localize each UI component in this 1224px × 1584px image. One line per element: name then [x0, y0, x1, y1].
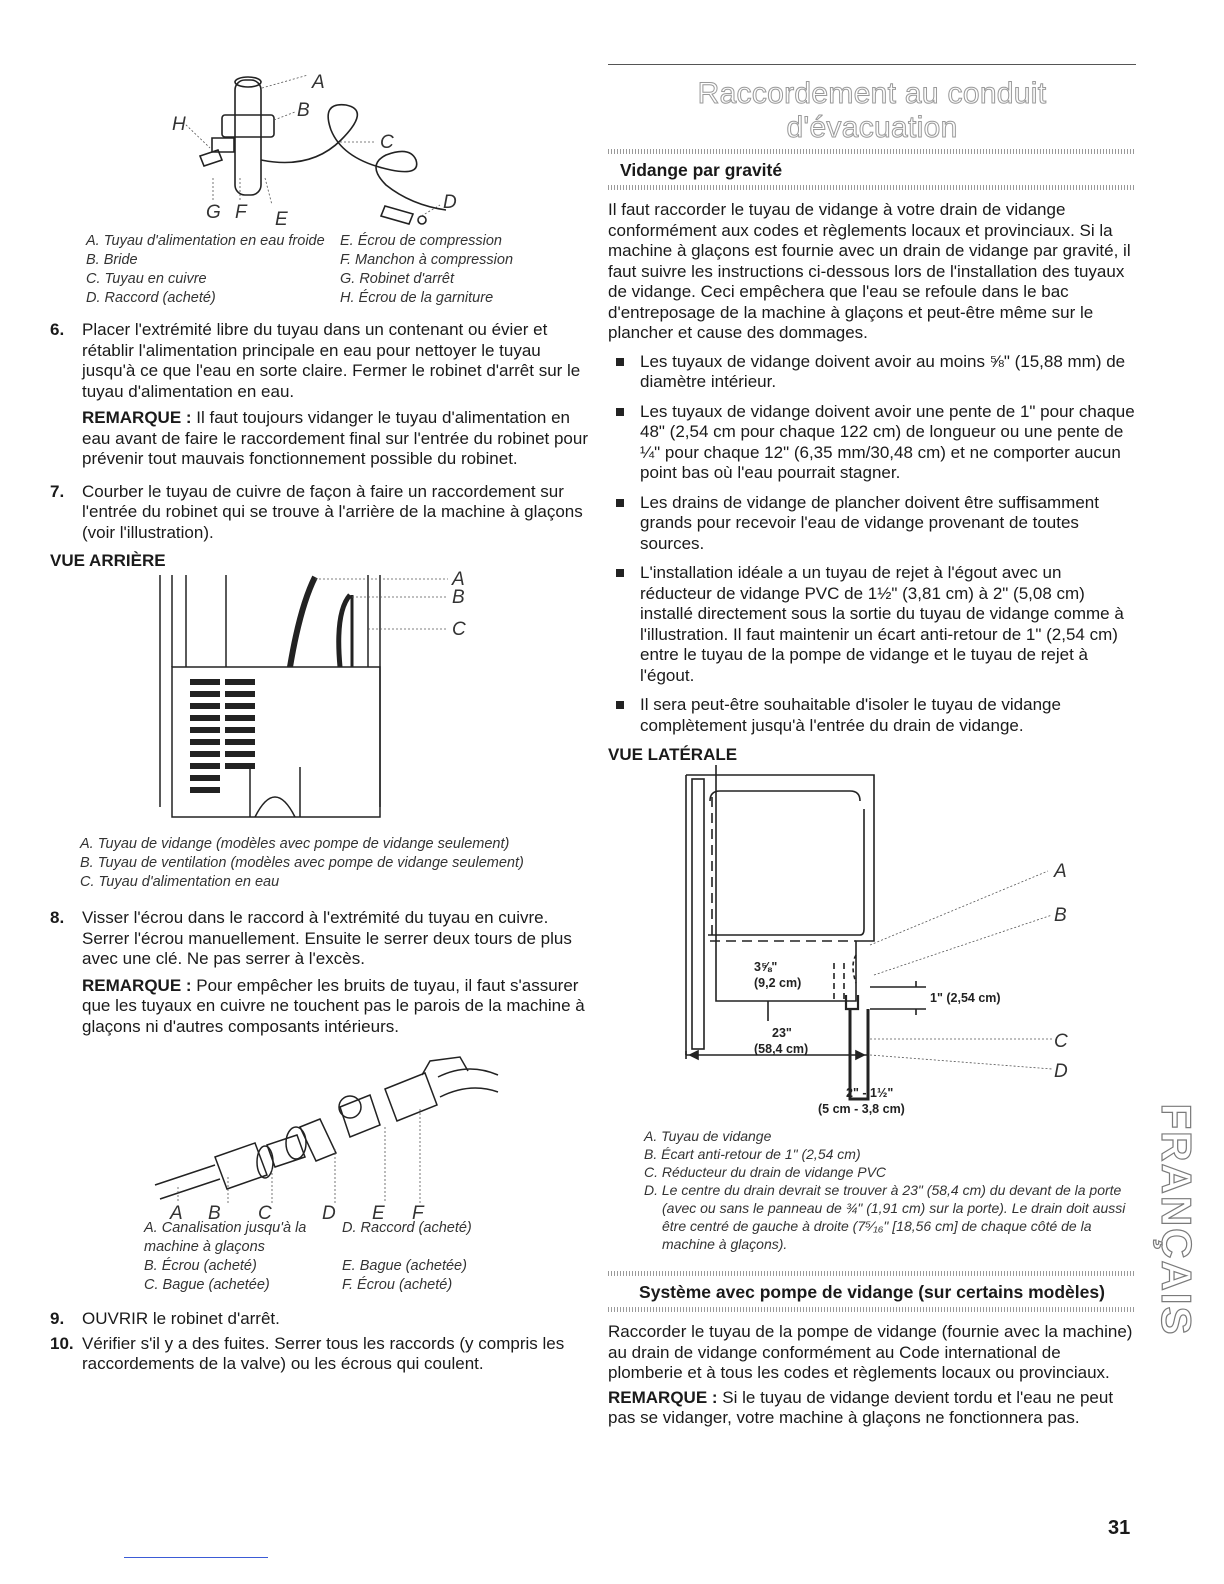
- note-label: REMARQUE :: [608, 1387, 718, 1407]
- legend-item: B. Écrou (acheté): [144, 1258, 257, 1274]
- step-number: 7.: [50, 481, 65, 501]
- callout-d: D: [322, 1203, 336, 1219]
- divider: [608, 185, 1136, 190]
- dim-1-inch: 1" (2,54 cm): [930, 991, 1001, 1005]
- callout-b: B: [452, 587, 465, 608]
- legend-item: F. Manchon à compression: [340, 252, 514, 268]
- page-number: 31: [1108, 1517, 1131, 1539]
- callout-a: A: [170, 1203, 183, 1219]
- divider: [608, 1307, 1136, 1312]
- callout-a: A: [312, 72, 325, 93]
- note-label: REMARQUE :: [82, 408, 192, 427]
- language-side-tab: [1153, 1085, 1200, 1355]
- callout-b: B: [297, 100, 310, 121]
- callout-d: D: [1054, 1061, 1068, 1082]
- note-text: Pour empêcher les bruits de tuyau, il faut s'assurer que les tuyaux en cuivre ne touchent pas le parois de la machine à glaçons ni d'autres composants intérieurs.: [82, 975, 585, 1036]
- step-8: [50, 908, 590, 1037]
- figure-rear-view: [50, 571, 590, 892]
- list-item: Les tuyaux de vidange doivent avoir une pente de 1" pour chaque 48" (2,54 cm pour chaque 122 cm) de longueur ou une pente de ¼" pour chaque 12" (6,35 mm/30,48 cm) et ne comporter aucun point bas où l'eau pourrait stagner.: [608, 402, 1136, 484]
- pump-note: [608, 1388, 1136, 1429]
- gravity-intro: Il faut raccorder le tuyau de vidange à votre drain de vidange conformément aux codes et règlements locaux et provinciaux. Si la machine à glaçons est fournie avec un drain de vidange par gravité, il faut suivre les instructions ci-dessous lors de l'installation des tuyaux de vidange. Ceci empêchera que l'eau se refoule dans le bac d'entreposage de la machine à glaçons et peut-être même sur le plancher et cause des dommages.: [608, 200, 1131, 342]
- step-6: [50, 320, 590, 470]
- step-number: 9.: [50, 1309, 65, 1328]
- fittings-illustration: [50, 1037, 590, 1219]
- callout-d: D: [443, 192, 457, 213]
- callout-c: C: [1054, 1031, 1068, 1052]
- callout-b: B: [1054, 905, 1067, 926]
- callout-b: B: [208, 1203, 221, 1219]
- step-text: Placer l'extrémité libre du tuyau dans un contenant ou évier et rétablir l'alimentation principale en eau pour nettoyer le tuyau jusqu'à ce que l'eau en sorte claire. Fermer le robinet d'arrêt sur le tuyau d'alimentation en eau.: [82, 320, 581, 401]
- legend-item: H. Écrou de la garniture: [340, 290, 494, 306]
- legend-item: C. Bague (achetée): [144, 1277, 270, 1293]
- figure-fittings: [50, 1037, 590, 1295]
- callout-a: A: [452, 571, 465, 590]
- step-10: [50, 1334, 590, 1375]
- side-view-heading: VUE LATÉRALE: [608, 745, 738, 764]
- dim-2-1-5: 2" - 1½": [846, 1086, 894, 1100]
- step-number: 10.: [50, 1333, 74, 1353]
- side-view-illustration: [608, 765, 1136, 1125]
- fittings-legend: [144, 1219, 544, 1295]
- legend-item: F. Écrou (acheté): [342, 1277, 453, 1293]
- dim-23-inch: 23": [772, 1026, 792, 1040]
- step-text: Courber le tuyau de cuivre de façon à faire un raccordement sur l'entrée du robinet qui se trouve à l'arrière de la machine à glaçons (voir l'illustration).: [82, 481, 583, 542]
- legend-item: B. Bride: [86, 252, 138, 268]
- legend-item: B. Tuyau de ventilation (modèles avec pompe de vidange seulement): [80, 855, 524, 871]
- callout-h: H: [172, 114, 186, 135]
- step-text: Vérifier s'il y a des fuites. Serrer tous les raccords (y compris les raccordements de la valve) ou les écrous qui coulent.: [82, 1333, 565, 1373]
- step-number: 6.: [50, 320, 65, 339]
- step-7: [50, 482, 590, 544]
- legend-item: A. Canalisation jusqu'à la machine à glaçons: [144, 1220, 307, 1255]
- legend-item: E. Écrou de compression: [340, 233, 502, 249]
- step-note: [82, 976, 590, 1038]
- water-supply-legend: [86, 232, 586, 308]
- dim-3-5-8: 3⅝": [754, 960, 778, 974]
- legend-item: B. Écart anti-retour de 1" (2,54 cm): [644, 1146, 861, 1162]
- legend-item: A. Tuyau de vidange (modèles avec pompe de vidange seulement): [80, 836, 510, 852]
- left-column: [50, 60, 590, 1375]
- legend-item: A. Tuyau d'alimentation en eau froide: [86, 233, 325, 249]
- pump-heading: Système avec pompe de vidange (sur certains modèles): [639, 1282, 1105, 1302]
- gravity-heading: Vidange par gravité: [620, 160, 783, 180]
- legend-item: E. Bague (achetée): [342, 1258, 467, 1274]
- callout-g: G: [206, 202, 221, 223]
- list-item: Les drains de vidange de plancher doivent être suffisamment grands pour recevoir l'eau de vidange provenant de toutes sources.: [608, 493, 1136, 555]
- legend-item: C. Réducteur du drain de vidange PVC: [644, 1164, 887, 1180]
- footer-rule: [124, 1557, 268, 1558]
- side-view-legend: [644, 1127, 1136, 1253]
- dim-9-2-cm: (9,2 cm): [754, 976, 802, 990]
- note-text: Il faut toujours vidanger le tuyau d'alimentation en eau avant de faire le raccordement final sur l'entrée du robinet pour prévenir tout mauvais fonctionnement possible du robinet.: [82, 408, 588, 468]
- note-label: REMARQUE :: [82, 975, 192, 995]
- legend-item: A. Tuyau de vidange: [644, 1128, 772, 1144]
- section-title: Raccordement au conduit d'évacuation: [608, 64, 1136, 145]
- dim-5-3-8-cm: (5 cm - 3,8 cm): [818, 1102, 905, 1116]
- list-item: L'installation idéale a un tuyau de rejet à l'égout avec un réducteur de vidange PVC de 1½" (3,81 cm) à 2" (5,08 cm) installé directement sous la sortie du tuyau de vidange comme à l'illustration. Il faut maintenir un écart anti-retour de 1" (2,54 cm) entre le tuyau de la pompe de vidange et le tuyau de rejet à l'égout.: [608, 563, 1136, 686]
- step-note: [82, 408, 590, 470]
- legend-item: D. Raccord (acheté): [86, 290, 216, 306]
- callout-f: F: [235, 202, 247, 223]
- side-tab-label: FRANÇAIS: [1153, 1103, 1200, 1337]
- legend-item: C. Tuyau en cuivre: [86, 271, 207, 287]
- step-text: OUVRIR le robinet d'arrêt.: [82, 1309, 280, 1328]
- dim-58-4-cm: (58,4 cm): [754, 1042, 809, 1056]
- step-text: Visser l'écrou dans le raccord à l'extrémité du tuyau en cuivre. Serrer l'écrou manuellement. Ensuite le serrer deux tours de plus avec une clé. Ne pas serrer à l'excès.: [82, 908, 572, 968]
- rear-view-legend: [80, 835, 590, 892]
- callout-c: C: [452, 619, 466, 640]
- callout-a: A: [1054, 861, 1067, 882]
- legend-item: G. Robinet d'arrêt: [340, 271, 454, 287]
- step-number: 8.: [50, 908, 65, 927]
- figure-side-view: [608, 765, 1136, 1253]
- water-supply-illustration: [50, 60, 590, 232]
- step-9: [50, 1309, 590, 1330]
- legend-item: C. Tuyau d'alimentation en eau: [80, 874, 280, 890]
- rear-view-heading: VUE ARRIÈRE: [50, 551, 166, 570]
- rear-view-illustration: [50, 571, 590, 827]
- callout-c: C: [258, 1203, 272, 1219]
- figure-water-supply: [50, 60, 590, 308]
- note-text: Si le tuyau de vidange devient tordu et l'eau ne peut pas se vidanger, votre machine à glaçons ne fonctionnera pas.: [608, 1387, 1114, 1427]
- callout-f: F: [412, 1203, 424, 1219]
- callout-c: C: [380, 132, 394, 153]
- pump-text: Raccorder le tuyau de la pompe de vidange (fournie avec la machine) au drain de vidange conformément au Code international de plomberie et à tous les codes et règlements locaux ou provinciaux.: [608, 1322, 1133, 1382]
- legend-item: D. Raccord (acheté): [342, 1220, 472, 1236]
- list-item: Les tuyaux de vidange doivent avoir au moins ⅝" (15,88 mm) de diamètre intérieur.: [608, 352, 1136, 393]
- callout-e: E: [275, 209, 288, 230]
- legend-item: D. Le centre du drain devrait se trouver à 23" (58,4 cm) du devant de la porte (avec ou sans le panneau de ¾" (1,91 cm) sur la porte). Le drain doit aussi être centré de gauche à droite (7⁵⁄₁₆" [18,56 cm] de chaque côté de la machine à glaçons).: [644, 1182, 1126, 1252]
- callout-e: E: [372, 1203, 385, 1219]
- gravity-bullets: [608, 352, 1136, 737]
- right-column: [608, 60, 1136, 1429]
- list-item: Il sera peut-être souhaitable d'isoler le tuyau de vidange complètement jusqu'à l'entrée du drain de vidange.: [608, 695, 1136, 736]
